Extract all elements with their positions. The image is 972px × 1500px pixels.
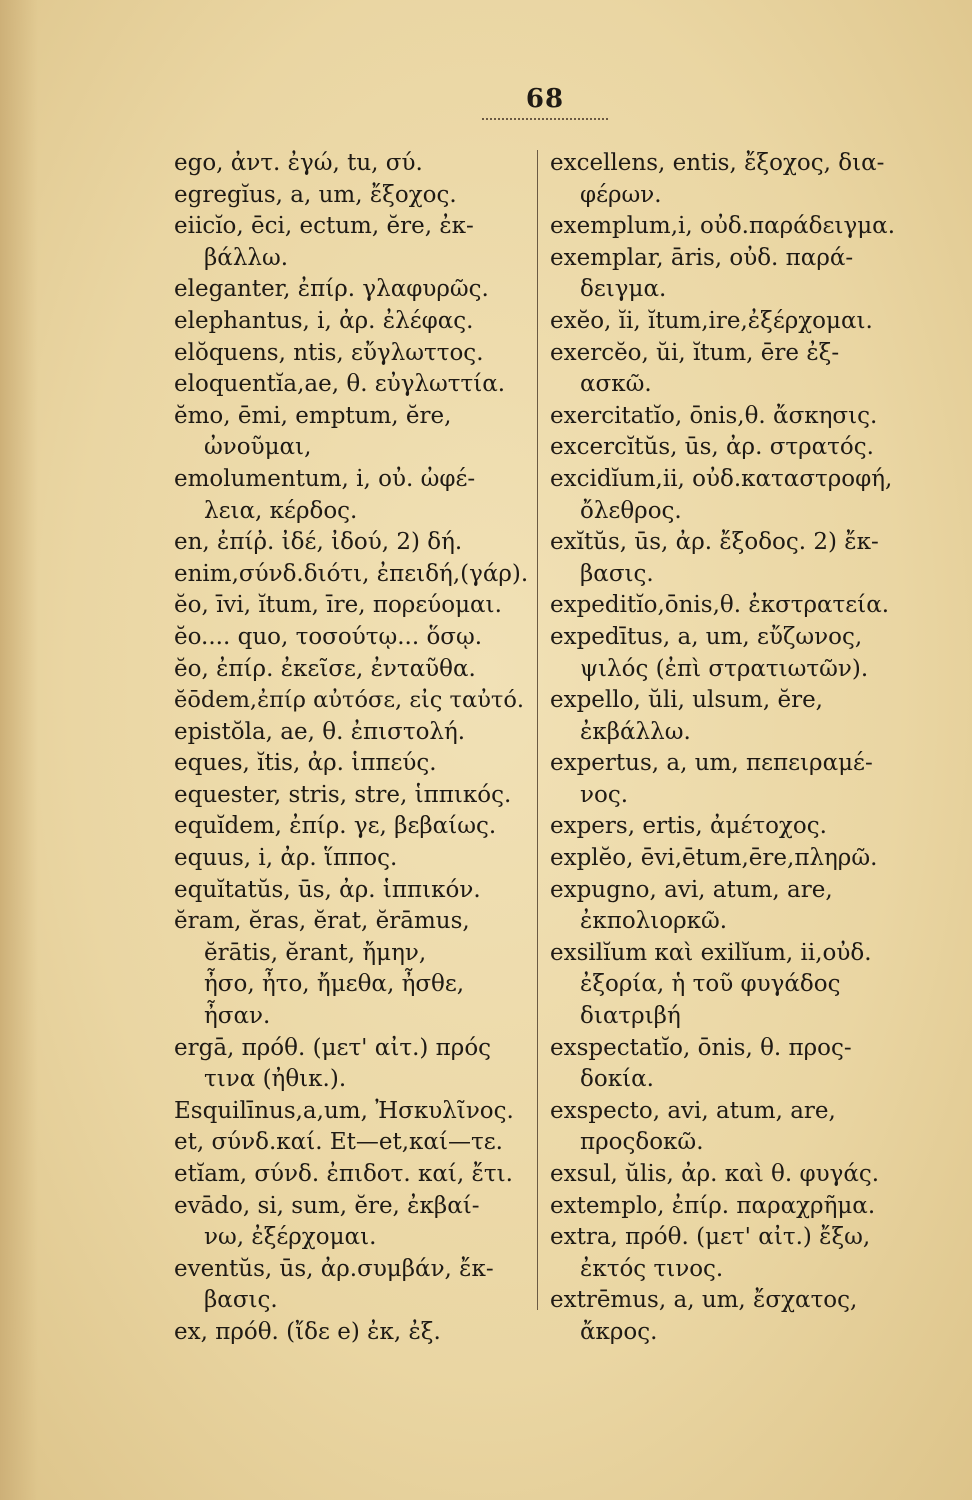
entry-line: eventŭs, ūs, ἀρ.συμβάν, ἔκ- <box>174 1255 494 1282</box>
entry-continuation-line: ασκῶ. <box>580 371 652 398</box>
entry-continuation-line: νος. <box>580 781 629 808</box>
column-divider <box>537 150 538 1310</box>
entry-line: elŏquens, ntis, εὔγλωττος. <box>174 339 484 366</box>
entry-line: evādo, si, sum, ĕre, ἐκβαί- <box>174 1192 480 1219</box>
entry-line: extrēmus, a, um, ἔσχατος, <box>550 1287 858 1314</box>
page-number-rule <box>482 118 608 120</box>
entry-continuation-line: ἄκρος. <box>580 1318 658 1345</box>
entry-line: exsilĭum καὶ exilĭum, ii,οὐδ. <box>550 939 872 966</box>
entry-continuation-line: βασις. <box>204 1287 278 1314</box>
page-number: 68 <box>525 84 565 114</box>
entry-line: exsul, ŭlis, ἀρ. καὶ θ. φυγάς. <box>550 1161 880 1187</box>
entry-line: exemplar, āris, οὐδ. παρά- <box>550 244 854 271</box>
entry-line: eques, ĭtis, ἀρ. ἱππεύς. <box>174 750 437 777</box>
entry-line: excercĭtŭs, ūs, ἀρ. στρατός. <box>550 434 874 461</box>
right-column <box>550 148 910 1349</box>
entry-line: ĕo.... quo, τοσούτῳ... ὅσῳ. <box>174 623 483 650</box>
entry-continuation-line: διατριβή <box>580 1003 681 1030</box>
entry-line: explĕo, ēvi,ētum,ēre,πληρῶ. <box>550 845 878 872</box>
entry-line: exercitatĭo, ōnis,θ. ἄσκησις. <box>550 402 878 429</box>
entry-line: equĭdem, ἐπίρ. γε, βεβαίως. <box>174 813 497 840</box>
entry-line: expers, ertis, ἀμέτοχος. <box>550 813 827 840</box>
entry-line: en, ἐπίῤ. ἰδέ, ἰδού, 2) δή. <box>174 529 463 556</box>
entry-line: expeditĭo,ōnis,θ. ἐκστρατεία. <box>550 592 890 619</box>
entry-continuation-line: νω, ἐξέρχομαι. <box>204 1224 377 1251</box>
entry-line: exspectatĭo, ōnis, θ. προς- <box>550 1034 852 1061</box>
entry-line: extra, πρόθ. (μετ' αἰτ.) ἔξω, <box>550 1224 871 1251</box>
left-column <box>174 148 529 1349</box>
entry-line: expello, ŭli, ulsum, ĕre, <box>550 687 823 714</box>
entry-line: et, σύνδ.καί. Et—et,καί—τε. <box>174 1129 503 1156</box>
entry-line: expertus, a, um, πεπειραμέ- <box>550 750 873 777</box>
entry-line: exĭtŭs, ūs, ἀρ. ἔξοδος. 2) ἔκ- <box>550 529 879 556</box>
entry-line: expedītus, a, um, εὔζωνος, <box>550 623 863 650</box>
entry-line: exemplum,i, οὐδ.παράδειγμα. <box>550 213 895 240</box>
entry-line: exercĕo, ŭi, ĭtum, ēre ἐξ- <box>550 339 840 366</box>
entry-continuation-line: βασις. <box>580 560 654 587</box>
entry-line: excellens, entis, ἔξοχος, δια- <box>550 150 885 176</box>
entry-continuation-line: ψιλός (ἐπὶ στρατιωτῶν). <box>580 655 869 682</box>
entry-line: eloquentĭa,ae, θ. εὐγλωττία. <box>174 371 506 398</box>
entry-line: ĕo, īvi, ĭtum, īre, πορεύομαι. <box>174 592 502 619</box>
entry-continuation-line: λεια, κέρδος. <box>204 497 358 524</box>
page-edge-shadow <box>0 0 38 1500</box>
entry-line: Esquilīnus,a,um, Ἠσκυλῖνος. <box>174 1097 514 1124</box>
entry-continuation-line: δειγμα. <box>580 276 667 303</box>
entry-continuation-line: τινα (ἠθικ.). <box>204 1066 347 1093</box>
entry-continuation-line: ἐκβάλλω. <box>580 718 691 745</box>
entry-line: enim,σύνδ.διότι, ἐπειδή,(γάρ). <box>174 560 529 587</box>
entry-continuation-line: βάλλω. <box>204 244 289 271</box>
entry-continuation-line: ἐκπολιορκῶ. <box>580 908 728 935</box>
entry-line: ex, πρόθ. (ἴδε e) ἐκ, ἐξ. <box>174 1318 441 1345</box>
entry-line: ego, ἀντ. ἐγώ, tu, σύ. <box>174 150 423 176</box>
entry-line: epistŏla, ae, θ. ἐπιστολή. <box>174 718 466 745</box>
entry-continuation-line: δοκία. <box>580 1066 654 1093</box>
entry-continuation-line: ἐκτός τινος. <box>580 1255 724 1282</box>
entry-line: ĕmo, ēmi, emptum, ĕre, <box>174 402 452 429</box>
entry-line: equĭtatŭs, ūs, ἀρ. ἱππικόν. <box>174 876 481 903</box>
entry-line: eleganter, ἐπίρ. γλαφυρῶς. <box>174 276 489 303</box>
entry-line: elephantus, i, ἀρ. ἐλέφας. <box>174 307 474 334</box>
entry-line: expugno, avi, atum, are, <box>550 876 833 903</box>
entry-line: exspecto, avi, atum, are, <box>550 1097 836 1124</box>
entry-line: ĕo, ἐπίρ. ἐκεῖσε, ἐνταῦθα. <box>174 655 476 682</box>
entry-line: equus, i, ἀρ. ἵππος. <box>174 845 398 872</box>
entry-line: equester, stris, stre, ἱππικός. <box>174 781 512 808</box>
entry-line: eiicĭo, ēci, ectum, ĕre, ἐκ- <box>174 213 474 240</box>
entry-continuation-line: ὄλεθρος. <box>580 497 682 524</box>
entry-line: ĕōdem,ἐπίρ αὐτόσε, εἰς ταὐτό. <box>174 687 525 714</box>
entry-line: egregĭus, a, um, ἔξοχος. <box>174 181 457 208</box>
entry-line: excidĭum,ii, οὐδ.καταστροφή, <box>550 465 893 492</box>
entry-continuation-line: ἐξορία, ἡ τοῦ φυγάδος <box>580 971 841 998</box>
entry-continuation-line: ĕrātis, ĕrant, ἤμην, <box>204 939 427 966</box>
entry-line: ĕram, ĕras, ĕrat, ĕrāmus, <box>174 908 470 935</box>
entry-line: extemplo, ἐπίρ. παραχρῆμα. <box>550 1192 876 1219</box>
entry-line: etĭam, σύνδ. ἐπιδοτ. καί, ἔτι. <box>174 1161 513 1187</box>
entry-line: exĕo, ĭi, ĭtum,ire,ἐξέρχομαι. <box>550 307 873 334</box>
entry-continuation-line: ἦσαν. <box>204 1003 271 1030</box>
entry-continuation-line: ὠνοῦμαι, <box>204 434 312 461</box>
entry-line: ergā, πρόθ. (μετ' αἰτ.) πρός <box>174 1034 492 1061</box>
entry-line: emolumentum, i, οὐ. ὠφέ- <box>174 465 476 492</box>
entry-continuation-line: προςδοκῶ. <box>580 1129 704 1156</box>
entry-continuation-line: ἦσο, ἦτο, ἤμεθα, ἦσθε, <box>204 971 465 998</box>
entry-continuation-line: φέρων. <box>580 181 662 208</box>
